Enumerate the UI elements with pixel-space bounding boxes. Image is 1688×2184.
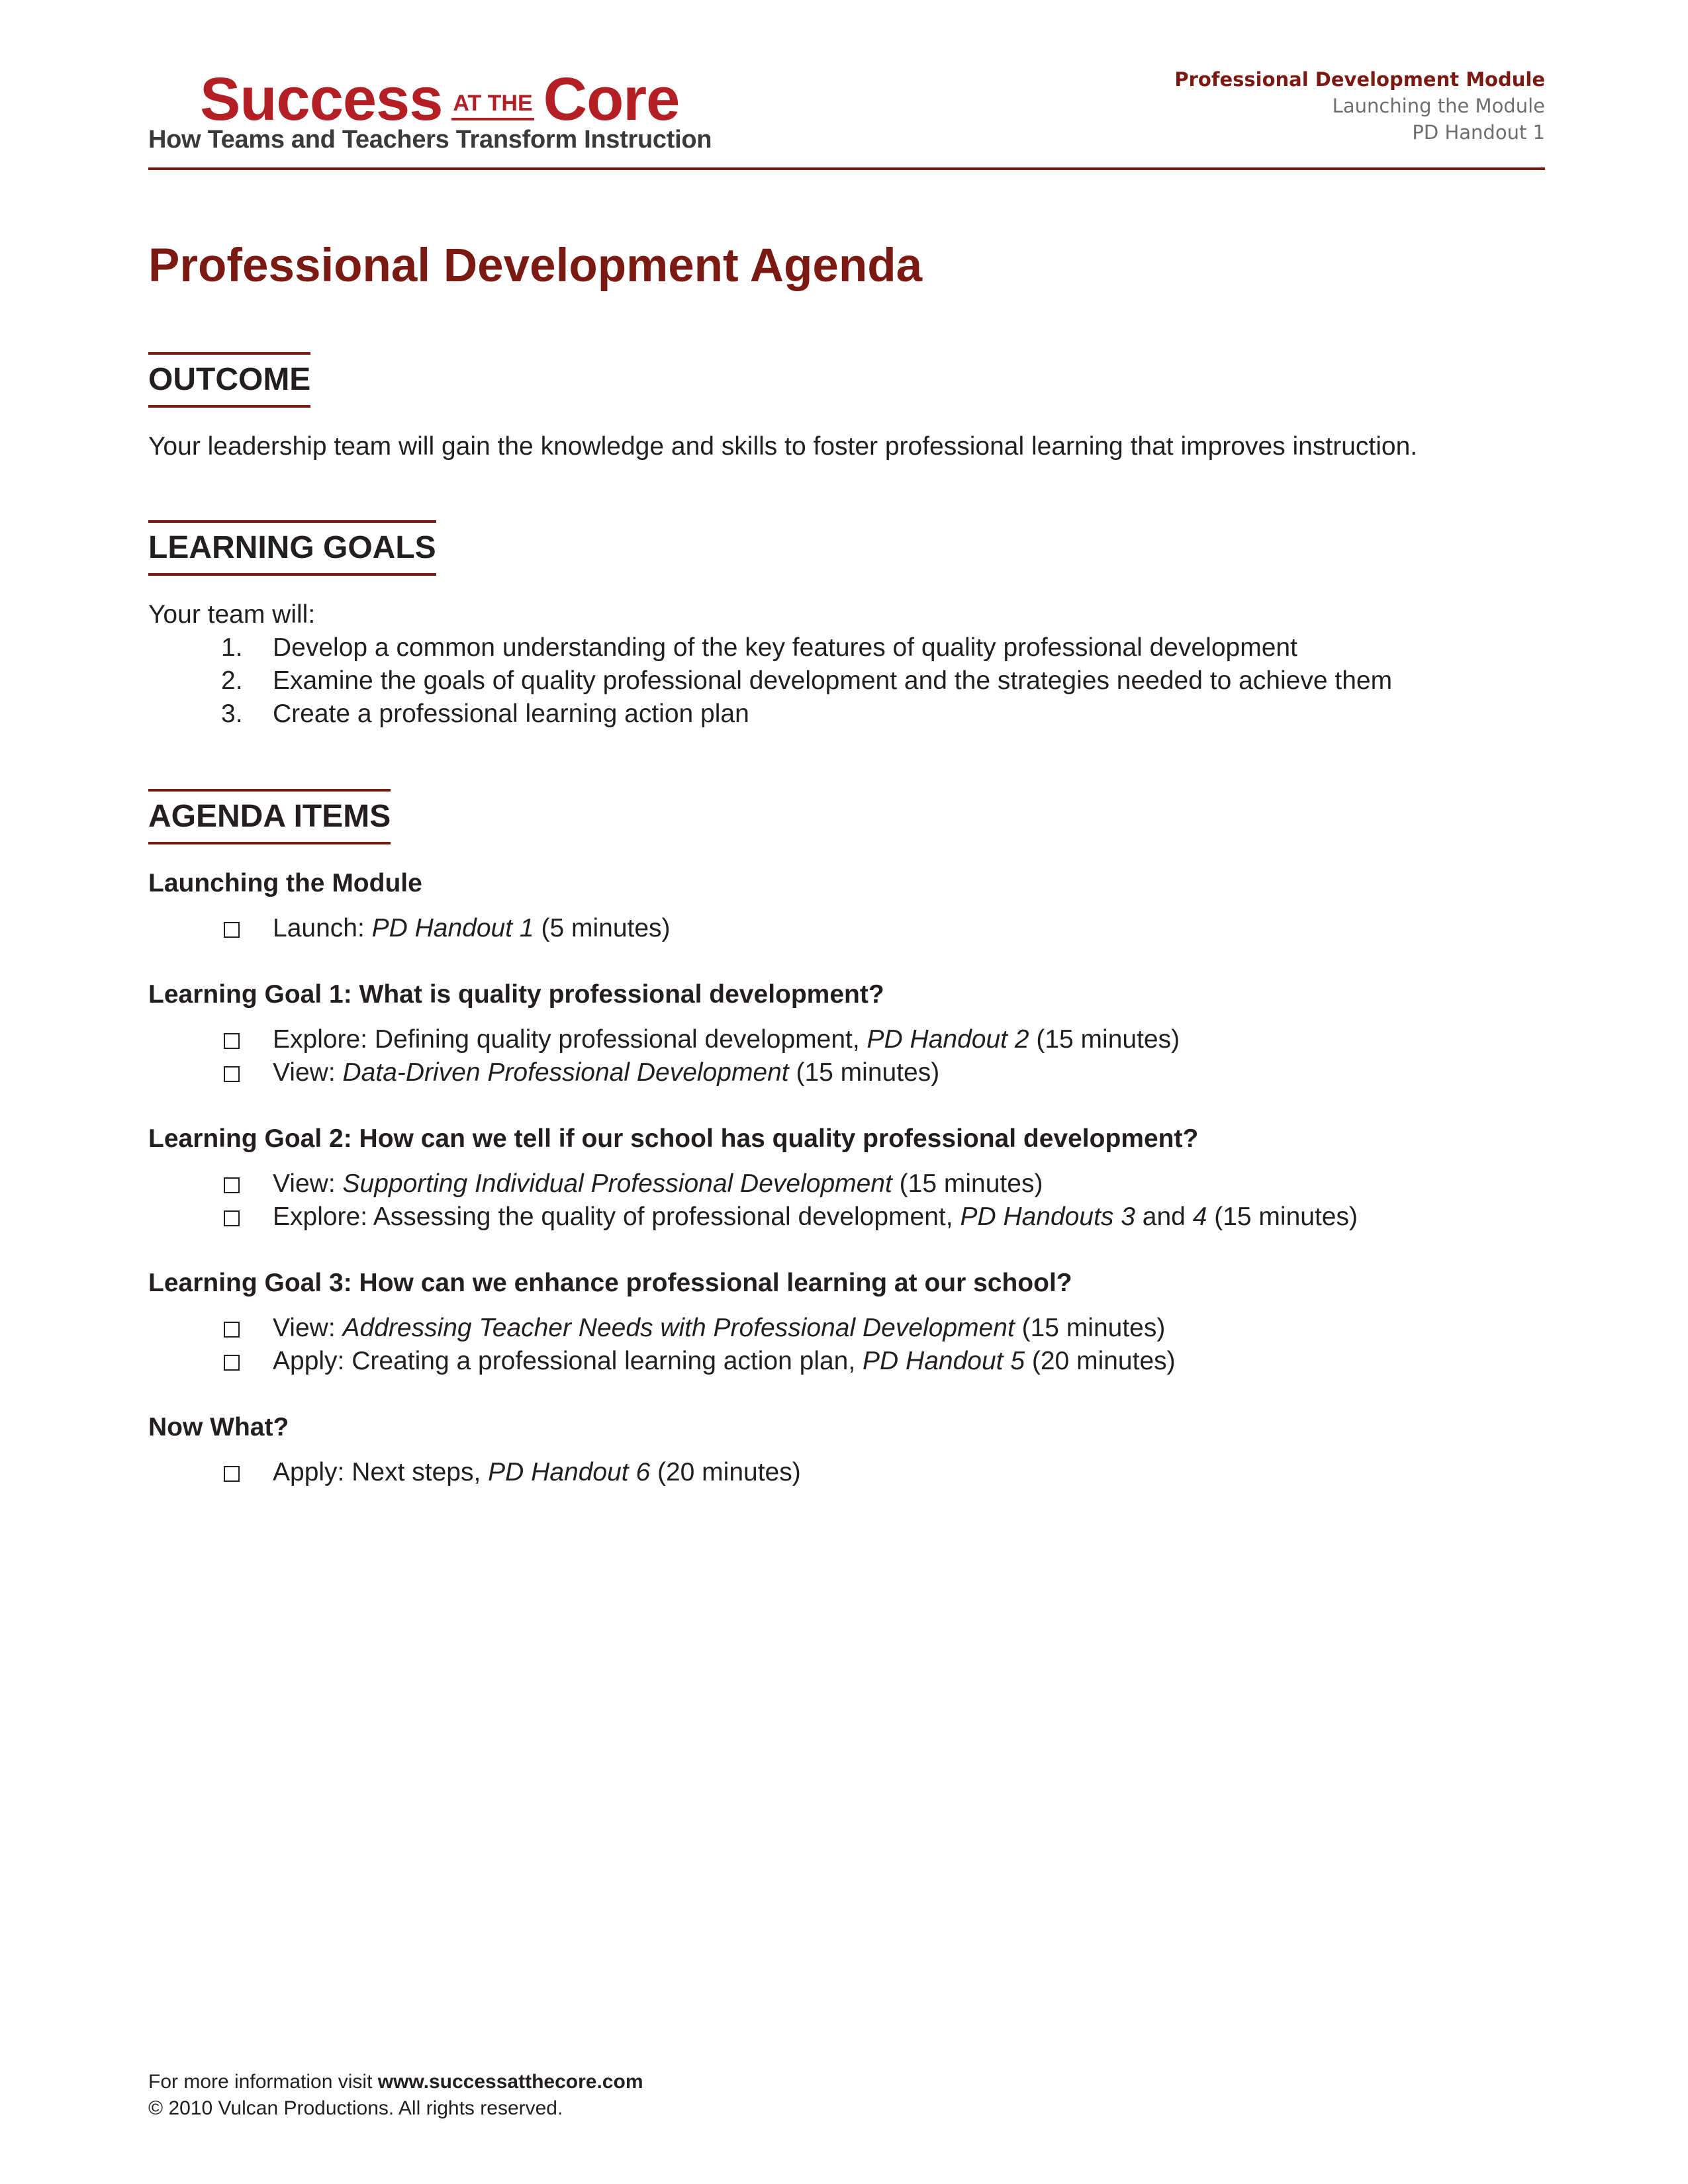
agenda-item xyxy=(148,1056,1545,1089)
agenda-item-reference: PD Handout 6 xyxy=(488,1458,651,1486)
outcome-text: Your leadership team will gain the knowledge and skills to foster professional learning that improves instruction. xyxy=(148,432,1418,461)
page-footer xyxy=(148,2069,643,2122)
agenda-item xyxy=(148,1167,1545,1201)
agenda-group-title: Now What? xyxy=(148,1413,289,1441)
learning-goal-item xyxy=(148,698,1545,731)
agenda-item xyxy=(148,1456,1545,1489)
page-header xyxy=(148,64,1545,169)
page-title: Professional Development Agenda xyxy=(148,240,923,292)
footer-info xyxy=(148,2069,643,2095)
logo-tagline: How Teams and Teachers Transform Instruction xyxy=(148,126,712,154)
agenda-item xyxy=(148,912,1545,945)
agenda-item-reference: Supporting Individual Professional Development xyxy=(342,1169,892,1198)
outcome-heading: OUTCOME xyxy=(148,352,310,408)
agenda-group-list xyxy=(148,1312,1545,1378)
agenda-group-title: Learning Goal 2: How can we tell if our school has quality professional development? xyxy=(148,1124,1199,1153)
agenda-item-reference: PD Handout 5 xyxy=(863,1347,1025,1375)
checkbox-icon[interactable] xyxy=(224,1033,240,1049)
agenda-item-duration: (20 minutes) xyxy=(650,1458,801,1486)
checkbox-icon[interactable] xyxy=(224,1355,240,1371)
header-meta xyxy=(1174,66,1545,146)
footer-copyright: © 2010 Vulcan Productions. All rights reserved. xyxy=(148,2097,563,2119)
agenda-item-duration: (15 minutes) xyxy=(1207,1203,1358,1231)
agenda-item xyxy=(148,1312,1545,1345)
checkbox-icon[interactable] xyxy=(224,922,240,938)
checkbox-icon[interactable] xyxy=(224,1322,240,1338)
agenda-group-list xyxy=(148,1167,1545,1234)
agenda-item-duration: (15 minutes) xyxy=(892,1169,1043,1198)
agenda-group-title: Learning Goal 1: What is quality professional development? xyxy=(148,980,884,1009)
checkbox-icon[interactable] xyxy=(224,1210,240,1226)
footer-website-link[interactable]: www.successatthecore.com xyxy=(377,2071,643,2093)
checkbox-icon[interactable] xyxy=(224,1066,240,1082)
agenda-item-label: View: xyxy=(273,1058,343,1087)
agenda-item-reference: Data-Driven Professional Development xyxy=(342,1058,789,1087)
agenda-group-list xyxy=(148,1456,1545,1489)
learning-goal-item xyxy=(148,631,1545,664)
learning-goals-list xyxy=(148,631,1545,731)
document-body xyxy=(148,238,1545,1489)
agenda-group-title: Learning Goal 3: How can we enhance professional learning at our school? xyxy=(148,1269,1072,1297)
agenda-item-label: View: xyxy=(273,1169,343,1198)
agenda-heading: AGENDA ITEMS xyxy=(148,789,391,844)
agenda-item-label: Apply: Creating a professional learning action plan, xyxy=(273,1347,863,1375)
learning-goal-text: Develop a common understanding of the key features of quality professional development xyxy=(273,633,1297,662)
agenda-item-label: Launch: xyxy=(273,914,372,942)
module-section: Launching the Module xyxy=(1332,95,1545,117)
agenda-item-duration: (5 minutes) xyxy=(534,914,671,942)
agenda-item-reference: PD Handout 2 xyxy=(867,1025,1029,1054)
learning-goals-heading: LEARNING GOALS xyxy=(148,520,436,576)
agenda-item-reference: PD Handout 1 xyxy=(371,914,534,942)
learning-goal-number: 3. xyxy=(221,700,243,728)
agenda-item-duration: (15 minutes) xyxy=(1029,1025,1180,1054)
logo-word-at-the: AT THE xyxy=(451,91,534,120)
checkbox-icon[interactable] xyxy=(224,1177,240,1193)
agenda-item-reference: Addressing Teacher Needs with Professional Development xyxy=(342,1314,1015,1342)
agenda-item xyxy=(148,1345,1545,1378)
handout-label: PD Handout 1 xyxy=(1412,121,1545,144)
agenda-item-reference: 4 xyxy=(1192,1203,1207,1231)
learning-goal-text: Create a professional learning action plan xyxy=(273,700,749,728)
checkbox-icon[interactable] xyxy=(224,1466,240,1482)
agenda-item-label: Explore: Defining quality professional development, xyxy=(273,1025,867,1054)
module-name: Professional Development Module xyxy=(1174,68,1545,91)
agenda-item-label: Apply: Next steps, xyxy=(273,1458,489,1486)
learning-goal-text: Examine the goals of quality professional development and the strategies needed to achieve them xyxy=(273,666,1393,695)
learning-goal-number: 1. xyxy=(221,633,243,662)
agenda-item-reference: PD Handouts 3 xyxy=(960,1203,1135,1231)
agenda-group-list xyxy=(148,912,1545,945)
agenda-item-label: Explore: Assessing the quality of professional development, xyxy=(273,1203,961,1231)
agenda-item-duration: (20 minutes) xyxy=(1025,1347,1176,1375)
learning-goal-item xyxy=(148,664,1545,698)
agenda-group-title: Launching the Module xyxy=(148,869,422,897)
agenda-item xyxy=(148,1023,1545,1056)
learning-goals-intro: Your team will: xyxy=(148,600,316,629)
agenda-item xyxy=(148,1201,1545,1234)
agenda-item-duration: (15 minutes) xyxy=(1014,1314,1166,1342)
logo xyxy=(200,65,679,134)
logo-word-core: Core xyxy=(543,66,680,133)
footer-info-text: For more information visit xyxy=(148,2071,378,2093)
logo-word-success: Success xyxy=(200,66,443,133)
agenda-item-conjunction: and xyxy=(1135,1203,1193,1231)
agenda-item-label: View: xyxy=(273,1314,343,1342)
learning-goal-number: 2. xyxy=(221,666,243,695)
agenda-group-list xyxy=(148,1023,1545,1089)
agenda-item-duration: (15 minutes) xyxy=(788,1058,940,1087)
header-divider xyxy=(148,167,1545,170)
